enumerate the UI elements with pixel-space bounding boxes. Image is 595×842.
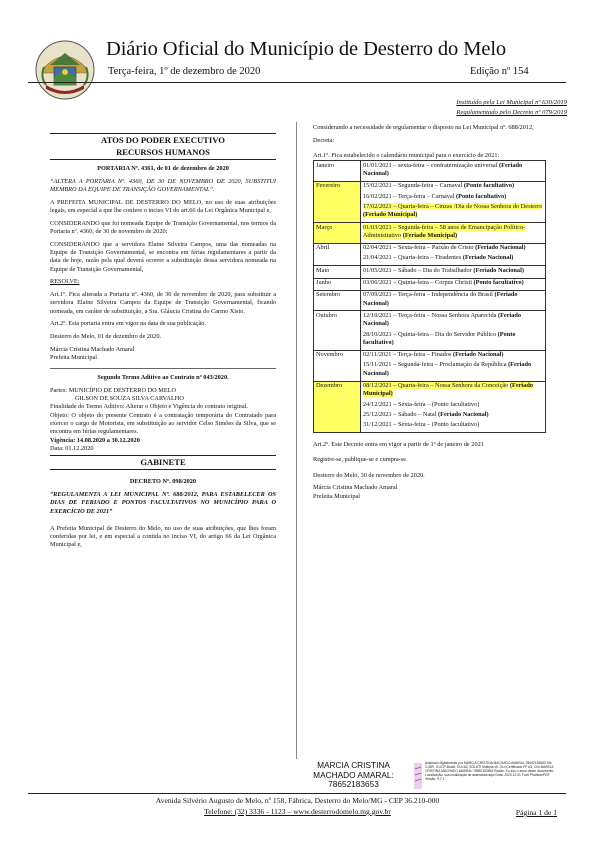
decreto-registre: Registre-se, publique-se e cumpra-se. bbox=[313, 456, 408, 464]
footer-contact-text: Telefone: (32) 3336 - 1123 – www.desterrodomelo.mg.gov.br bbox=[204, 807, 391, 816]
calendar-event-text: 12/10/2021 – Terça-feira – Nossa Senhora Aparecida bbox=[363, 311, 497, 319]
column-divider bbox=[296, 122, 297, 759]
calendar-row bbox=[314, 278, 546, 290]
calendar-event-type: (Ponto facultativo) bbox=[456, 192, 507, 200]
calendar-row bbox=[314, 266, 546, 278]
calendar-row bbox=[314, 290, 546, 311]
paragraph-considerando-2: CONSIDERANDO que a servidora Elaine Silveira Campos, uma das nomeadas na Equipe de Transição Governamental, se encontra em férias regulamentares a partir da data de hoje, razão pela qual deverá ocorrer a substituição dessa servidora nomeada na Equipe de Transição Governamental, bbox=[50, 240, 276, 273]
aditivo-validity: Vigência: 14.08.2020 a 30.12.2020 bbox=[50, 436, 140, 444]
calendar-event bbox=[363, 224, 543, 241]
calendar-event bbox=[363, 244, 543, 252]
left-column bbox=[50, 124, 276, 554]
decreto-local-date: Desterro do Melo, 30 de novembro de 2020. bbox=[313, 471, 425, 479]
decreto-considerando: Considerando a necessidade de regulamentar o disposto na Lei Municipal nº. 688/2012, bbox=[313, 124, 534, 131]
calendar-event-type: (Feriado Nacional) bbox=[363, 311, 522, 328]
calendar-event-text: 28/10/2021 – Quinta-feira – Dia do Servidor Público bbox=[363, 330, 497, 338]
portaria-title: PORTARIA Nº. 4361, de 01 de dezembro de 2020 bbox=[97, 165, 229, 172]
calendar-event bbox=[363, 162, 543, 179]
signature-line-1: MARCIA CRISTINA bbox=[317, 760, 390, 770]
calendar-row bbox=[314, 223, 546, 244]
calendar-event-text: 01/05/2021 – Sábado – Dia do Trabalhador bbox=[363, 266, 472, 274]
calendar-event bbox=[363, 254, 543, 262]
calendar-event-text: 01/01/2021 – sexta-feira – confraternização universal bbox=[363, 161, 498, 169]
portaria-art1: Art.1º. Fica alterada a Portaria nº. 4360, de 30 de novembro de 2020, para substituir a servidora Elaine Silveira Campos da Equipe de Transição Governamental, ficando nomeada, em caráter de substituição, a Sra. Gláucia Cristina do Carmo Xisto. bbox=[50, 290, 276, 315]
calendar-event bbox=[363, 267, 543, 275]
footer-address: Avenida Silvério Augusto de Melo, nº 158, Fábrica, Desterro do Melo/MG - CEP 36.210-000 bbox=[155, 796, 440, 805]
section-executive: ATOS DO PODER EXECUTIVO bbox=[101, 135, 225, 145]
aditivo-title: Segundo Termo Aditivo ao Contrato nº 043/2020. bbox=[97, 374, 229, 382]
calendar-events bbox=[361, 290, 546, 311]
calendar-events bbox=[361, 266, 546, 278]
aditivo-parties-1: Partes: MUNICÍPIO DE DESTERRO DO MELO bbox=[50, 386, 177, 394]
footer-contact bbox=[0, 807, 595, 816]
calendar-event-text: 31/12/2021 – Sexta-feira – (Ponto facultativo) bbox=[363, 421, 480, 429]
calendar-event-text: 02/04/2021 – Sexta-feira – Paixão de Cristo bbox=[363, 244, 474, 252]
calendar-event-text: 03/06/2021 – Quinta-feira – Corpus Christi bbox=[363, 279, 472, 287]
right-column bbox=[313, 124, 546, 505]
portaria-ementa: “ALTERA A PORTARIA Nº. 4360, DE 30 DE NOVEMBRO DE 2020, SUBSTITUI MEMBRO DA EQUIPE DE TRANSIÇÃO GOVERNAMENTAL”. bbox=[50, 177, 276, 193]
aditivo-object: Objeto: O objeto do presente Contrato é a contratação temporária do Contratado para exercer o cargo de Motorista, em substituição ao servidor Celso Simões da Silva, que se encontra em férias regulamentares. bbox=[50, 411, 276, 436]
signature-line-2: MACHADO AMARAL: bbox=[313, 769, 394, 780]
calendar-events bbox=[361, 350, 546, 381]
calendar-event bbox=[363, 411, 543, 419]
aditivo-parties-2: GILSON DE SOUZA SILVA CARVALHO bbox=[75, 395, 184, 403]
decreta-heading: Decreta: bbox=[313, 136, 335, 144]
institution-note: Instituído pela Lei Municipal nº 630/2019 bbox=[456, 99, 567, 106]
calendar-month: Outubro bbox=[314, 311, 361, 350]
calendar-event-type: (Ponto facultativo) bbox=[363, 330, 516, 346]
decreto-signer-name: Márcia Cristina Machado Amaral bbox=[313, 484, 398, 492]
divider bbox=[50, 368, 276, 369]
portaria-signer-role: Prefeita Municipal bbox=[50, 353, 98, 361]
calendar-month: Dezembro bbox=[314, 381, 361, 432]
calendar-event bbox=[363, 421, 543, 429]
calendar-event bbox=[363, 203, 543, 220]
section-gabinete: GABINETE bbox=[50, 455, 276, 470]
decreto-ementa: “REGULAMENTA A LEI MUNICIPAL Nº. 688/2012, PARA ESTABELECER OS DIAS DE FERIADO E PONTOS FACULTATIVOS NO MUNICÍPIO PARA O EXERCÍCIO DE 2021” bbox=[50, 490, 276, 515]
calendar-event-text: 16/02/2021 – Terça-feira – Carnaval bbox=[363, 192, 455, 200]
calendar-event-type: (Feriado Municipal) bbox=[402, 231, 458, 239]
calendar-event-type: (Feriado Nacional) bbox=[363, 291, 518, 307]
calendar-event bbox=[363, 291, 543, 308]
calendar-event-text: 07/09/2021 – Terça-feira – Independência do Brasil bbox=[363, 291, 493, 299]
calendar-event bbox=[363, 279, 543, 287]
calendar-month: Abril bbox=[314, 243, 361, 266]
decreto-signer-role: Prefeita Municipal bbox=[313, 492, 361, 500]
calendar-events bbox=[361, 161, 546, 182]
signature-mark-icon bbox=[413, 761, 423, 791]
calendar-event bbox=[363, 182, 543, 190]
decreto-art2: Art.2º. Este Decreto entra em vigor a partir de 1º de janeiro de 2021 bbox=[313, 441, 484, 448]
publication-date: Terça-feira, 1º de dezembro de 2020 bbox=[108, 66, 261, 77]
calendar-event bbox=[363, 193, 543, 201]
calendar-month: Maio bbox=[314, 266, 361, 278]
calendar-row bbox=[314, 243, 546, 266]
calendar-event bbox=[363, 382, 543, 399]
decreto-intro: A Prefeita Municipal de Desterro do Melo, no uso de suas atribuições, que lhes foram conferidas por lei, e em especial a contida no inciso VI, do artigo 66 da Lei Orgânica Municipal e, bbox=[50, 524, 276, 549]
calendar-event bbox=[363, 401, 543, 409]
calendar-month: Setembro bbox=[314, 290, 361, 311]
calendar-event-text: 17/02/2021 – Quarta-feira – Cinzas /Dia de Nossa Senhora do Desterro bbox=[363, 202, 543, 210]
calendar-event bbox=[363, 361, 543, 378]
paragraph-considerando-1: CONSIDERANDO que foi nomeada Equipe de Transição Governamental, nos termos da Portaria nº. 4360, de 30 de novembro de 2020; bbox=[50, 219, 276, 235]
calendar-event bbox=[363, 312, 543, 329]
calendar-month: Junho bbox=[314, 278, 361, 290]
calendar-event-type: (Ponto facultativo) bbox=[463, 182, 515, 190]
calendar-event-text: 15/11/2021 – Segunda-feira – Proclamação da República bbox=[363, 361, 507, 369]
calendar-event bbox=[363, 351, 543, 359]
calendar-event-text: 24/12/2021 – Sexta-feira – (Ponto facultativo) bbox=[363, 400, 480, 408]
calendar-events bbox=[361, 223, 546, 244]
calendar-month: Novembro bbox=[314, 350, 361, 381]
footer-rule bbox=[28, 793, 566, 794]
regulation-note: Regulamentado pelo Decreto nº 079/2019 bbox=[456, 109, 567, 116]
portaria-local-date: Desterro do Melo, 01 de dezembro de 2020. bbox=[50, 332, 162, 340]
holiday-calendar-table bbox=[313, 160, 546, 433]
edition-number: Edição nº 154 bbox=[470, 66, 529, 77]
page-number: Página 1 de 1 bbox=[515, 808, 557, 817]
calendar-event-type: (Feriado Nacional) bbox=[475, 244, 526, 252]
calendar-row bbox=[314, 181, 546, 222]
calendar-event-type: (Feriado Nacional) bbox=[473, 266, 524, 274]
digital-signature bbox=[297, 761, 410, 791]
calendar-events bbox=[361, 278, 546, 290]
municipal-coat-of-arms-icon bbox=[34, 39, 96, 101]
calendar-event-type: (Feriado Municipal) bbox=[363, 382, 533, 398]
calendar-event-text: 21/04/2021 – Quarta-feira – Tiradentes bbox=[363, 254, 462, 262]
calendar-event-text: 15/02/2021 – Segunda-feira – Carnaval bbox=[363, 182, 463, 190]
calendar-month: Janeiro bbox=[314, 161, 361, 182]
signature-details: Assinado digitalmente por MARCIA CRISTINA MACHADO AMARAL:78652183653 DN: C=BR, O=ICP-Brasil, OU=AC SOLUTI Multipla v5, OU=Certificado PF A3, CN=MARCIA CRISTINA MACHADO AMARAL:78652183653 Razão: Eu sou o autor deste documento Localização: sua localização de assinatura aqui Data: 2020.12.01 Foxit PhantomPDF Versão: 9.7.1 bbox=[425, 761, 554, 782]
calendar-event-text: 01/03/2021 – Segunda-feira – 58 anos de Emancipação Político-Administrativo bbox=[363, 223, 526, 239]
portaria-signer-name: Márcia Cristina Machado Amaral bbox=[50, 345, 135, 353]
section-human-resources: RECURSOS HUMANOS bbox=[50, 147, 276, 160]
aditivo-date: Data: 01.12.2020 bbox=[50, 444, 94, 452]
decreto-title: DECRETO Nº. 098/2020 bbox=[129, 478, 197, 486]
masthead-rule bbox=[28, 82, 566, 83]
calendar-event bbox=[363, 331, 543, 348]
calendar-event-type: (Feriado Nacional) bbox=[363, 361, 532, 377]
calendar-row bbox=[314, 161, 546, 182]
calendar-event-type: (Feriado Municipal) bbox=[363, 211, 418, 219]
calendar-row bbox=[314, 381, 546, 432]
calendar-row bbox=[314, 311, 546, 350]
calendar-event-type: (Feriado Nacional) bbox=[452, 351, 504, 359]
calendar-event-type: (Ponto facultativo) bbox=[473, 279, 524, 287]
calendar-event-type: (Feriado Nacional) bbox=[438, 410, 489, 418]
resolve-heading: RESOLVE: bbox=[50, 278, 80, 286]
calendar-event-type: (Feriado Nacional) bbox=[363, 161, 523, 178]
gazette-title: Diário Oficial do Município de Desterro do Melo bbox=[106, 38, 507, 60]
signature-line-3: 78652183653 bbox=[328, 779, 379, 790]
calendar-events bbox=[361, 181, 546, 222]
calendar-event-text: 25/12/2021 – Sábado – Natal bbox=[363, 410, 437, 418]
decreto-art1-intro: Art.1º. Fica estabelecido o calendário municipal para o exercício de 2021: bbox=[313, 151, 500, 159]
calendar-event-type: (Feriado Nacional) bbox=[462, 254, 514, 262]
portaria-art2: Art.2º. Esta portaria entra em vigor na data de sua publicação. bbox=[50, 320, 206, 328]
calendar-events bbox=[361, 243, 546, 266]
paragraph-prefeita: A PREFEITA MUNICIPAL DE DESTERRO DO MELO, no uso de suas atribuições legais, em especial a que lhe confere o inciso VI do art.66 da Lei Orgânica Municipal e, bbox=[50, 198, 276, 214]
aditivo-purpose: Finalidade do Termo Aditivo: Alterar o Objeto e Vigência do contrato original. bbox=[50, 403, 248, 411]
calendar-month: Fevereiro bbox=[314, 181, 361, 222]
calendar-event-text: 08/12/2021 – Quarta-feira – Nossa Senhora da Conceição bbox=[363, 382, 509, 390]
calendar-row bbox=[314, 350, 546, 381]
calendar-events bbox=[361, 381, 546, 432]
calendar-events bbox=[361, 311, 546, 350]
calendar-event-text: 02/11/2021 – Terça-feira – Finados bbox=[363, 351, 452, 359]
calendar-month: Março bbox=[314, 223, 361, 244]
